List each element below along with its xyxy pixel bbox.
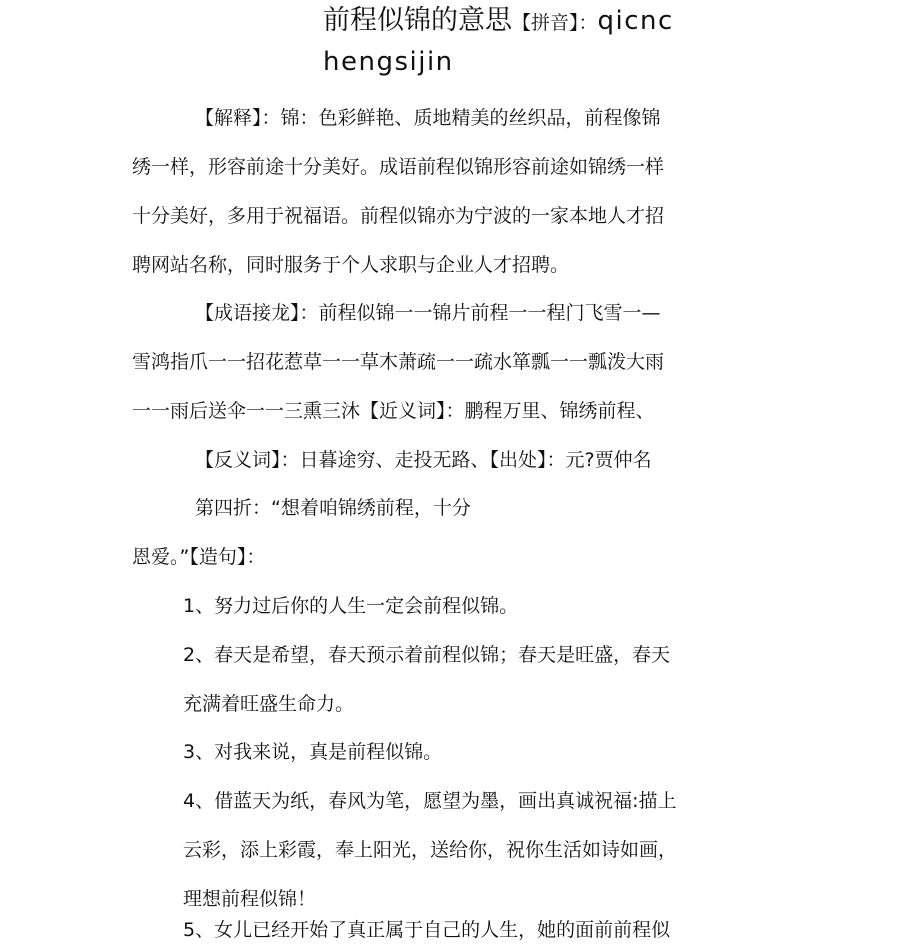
idiom-chain-line: 一一雨后送伞一一三熏三沐【近义词】：鹏程万里、锦绣前程、 [132, 400, 655, 422]
explanation-line: 【解释】：锦：色彩鲜艳、质地精美的丝织品，前程像锦 [195, 107, 661, 129]
pinyin-text: qicnc [597, 6, 674, 36]
example-sentence: 云彩，添上彩霞，奉上阳光，送给你，祝你生活如诗如画， [183, 839, 678, 861]
antonym-source-line: 【反义词】：日暮途穷、走投无路、【出处】：元?贾仲名 [195, 449, 652, 471]
idiom-chain-line: 【成语接龙】：前程似锦一一锦片前程一一程门飞雪一— [195, 302, 661, 324]
example-sentence: 1、努力过后你的人生一定会前程似锦。 [183, 595, 519, 617]
pinyin-continuation: hengsijin [323, 47, 454, 77]
example-sentence: 3、对我来说，真是前程似锦。 [183, 741, 443, 763]
title-main: 前程似锦的意思 [323, 5, 512, 36]
example-sentence: 理想前程似锦！ [183, 888, 317, 910]
explanation-line: 十分美好，多用于祝福语。前程似锦亦为宁波的一家本地人才招 [132, 205, 665, 227]
explanation-line: 聘网站名称，同时服务于个人求职与企业人才招聘。 [132, 254, 570, 276]
example-sentence: 充满着旺盛生命力。 [183, 693, 355, 715]
example-sentence: 5、女儿已经开始了真正属于自己的人生，她的面前前程似 [183, 919, 671, 941]
idiom-chain-line: 雪鸿指爪一一招花惹草一一草木萧疏一一疏水箪瓢一一瓢泼大雨 [132, 351, 665, 373]
quote-line: 第四折：“想着咱锦绣前程，十分 [195, 497, 471, 519]
example-sentence: 2、春天是希望，春天预示着前程似锦；春天是旺盛，春天 [183, 644, 671, 666]
quote-line: 恩爱。”【造句】： [132, 546, 266, 568]
page-title [323, 4, 674, 40]
pinyin-label: 【拼音】： [512, 12, 598, 34]
example-sentence: 4、借蓝天为纸，春风为笔，愿望为墨，画出真诚祝福:描上 [183, 790, 677, 812]
explanation-line: 绣一样，形容前途十分美好。成语前程似锦形容前途如锦绣一样 [132, 156, 665, 178]
